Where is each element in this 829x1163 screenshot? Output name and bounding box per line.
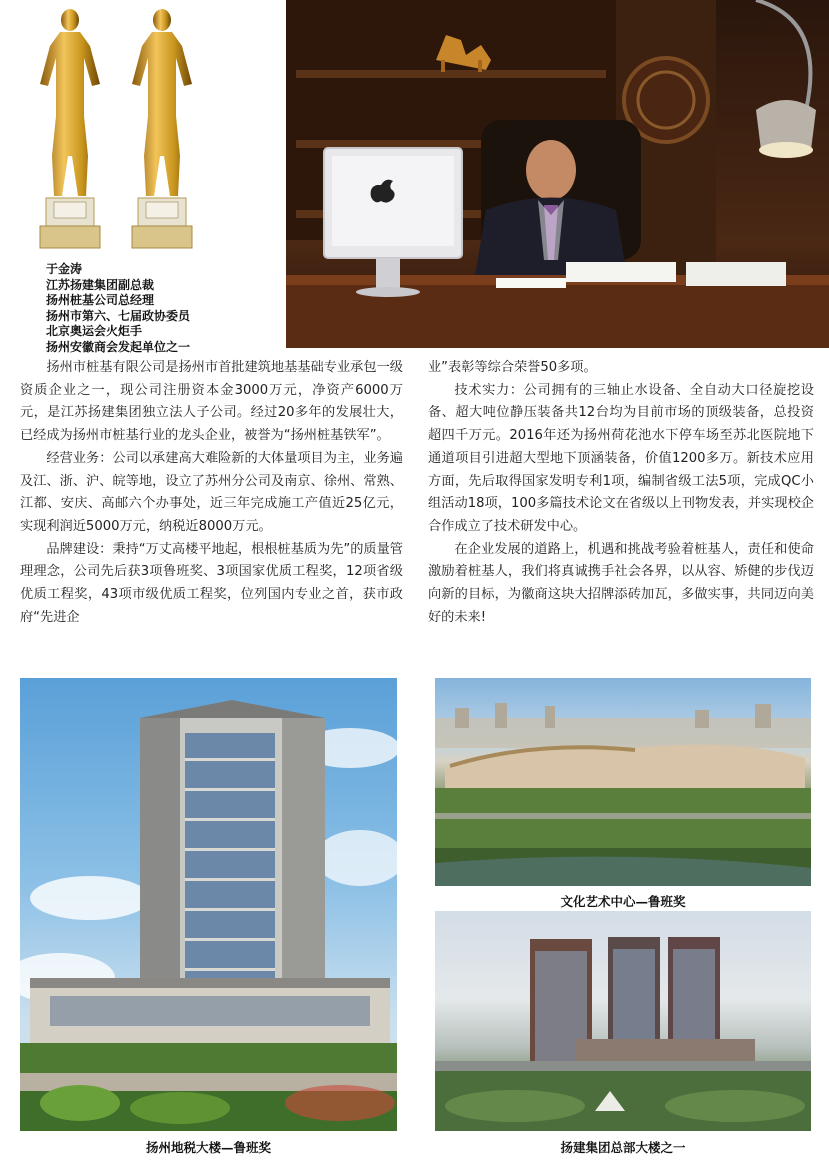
- arts-center-photo: [435, 678, 811, 886]
- caption-title: 扬州安徽商会发起单位之一: [46, 339, 191, 354]
- article-paragraph: 经营业务：公司以承建高大难险新的大体量项目为主，业务遍及江、浙、沪、皖等地，设立了苏州分公司及南京、徐州、常熟、江都、安庆、高邮六个办事处，近三年完成施工产值近25亿元，实现利润近5000万元，纳税近8000万元。: [20, 450, 403, 534]
- article-column-right: [428, 357, 814, 629]
- caption-title: 江苏扬建集团副总裁: [46, 277, 155, 292]
- person-caption: [46, 262, 286, 356]
- article-paragraph: 品牌建设：秉持“万丈高楼平地起，根根桩基质为先”的质量管理理念，公司先后获3项鲁班奖、3项国家优质工程奖，12项省级优质工程奖，43项市级优质工程奖，位列国内专业之首，获市政府“先进企: [20, 541, 403, 625]
- article-paragraph: 在企业发展的道路上，机遇和挑战考验着桩基人，责任和使命激励着桩基人，我们将真诚携手社会各界，以从容、矫健的步伐迈向新的目标，为徽商这块大招牌添砖加瓦，多做实事，共同迈向美好的未来!: [428, 541, 814, 625]
- caption-name: 于金涛: [46, 262, 83, 276]
- tax-building-photo: [20, 678, 397, 1131]
- caption-title: 扬州市第六、七届政协委员: [46, 308, 191, 323]
- arts-center-caption: 文化艺术中心—鲁班奖: [560, 894, 686, 909]
- trophy-icon: [30, 6, 110, 251]
- article-column-left: [20, 357, 403, 629]
- hq-building-photo: [435, 911, 811, 1131]
- caption-title: 北京奥运会火炬手: [46, 324, 143, 339]
- caption-title: 扬州桩基公司总经理: [46, 293, 155, 308]
- hq-building-caption: 扬建集团总部大楼之一: [560, 1140, 686, 1155]
- trophy-icon: [122, 6, 202, 251]
- article-paragraph: 扬州市桩基有限公司是扬州市首批建筑地基基础专业承包一级资质企业之一，现公司注册资本金3000万元，净资产6000万元，是江苏扬建集团独立法人子公司。经过20多年的发展壮大，已经成为扬州市桩基行业的龙头企业，被誉为“扬州桩基铁军”。: [20, 360, 403, 444]
- tax-building-caption: 扬州地税大楼—鲁班奖: [145, 1140, 271, 1155]
- office-photo: [286, 0, 829, 348]
- article-paragraph: 技术实力：公司拥有的三轴止水设备、全自动大口径旋挖设备、超大吨位静压装备共12台均为目前市场的顶级装备，总投资超四千万元。2016年还为扬州荷花池水下停车场至苏北医院地下通道项目引进超大型地下顶涵装备，价值1200多万。新技术应用方面，先后取得国家发明专利1项，编制省级工法5项，完成QC小组活动18项，100多篇技术论文在省级以上刊物发表，并实现校企合作成立了技术研发中心。: [428, 382, 814, 534]
- article-paragraph: 业”表彰等综合荣誉50多项。: [428, 360, 597, 375]
- trophy-photo: [22, 6, 212, 256]
